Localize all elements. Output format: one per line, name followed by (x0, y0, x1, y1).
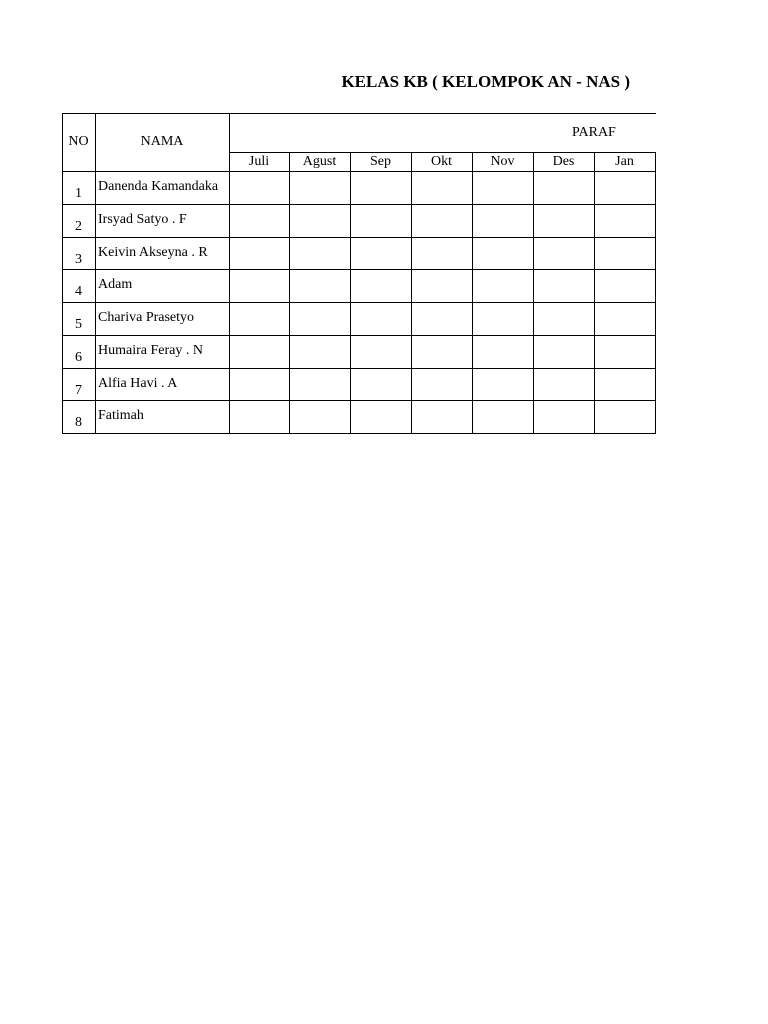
paraf-cell (595, 369, 655, 401)
paraf-cell (412, 270, 472, 302)
paraf-cell (595, 172, 655, 204)
paraf-cell (351, 270, 411, 302)
student-name: Alfia Havi . A (98, 376, 178, 391)
row-number: 3 (75, 252, 82, 267)
paraf-cell (473, 369, 533, 401)
paraf-cell (351, 303, 411, 335)
paraf-cell (412, 238, 472, 270)
row-number: 1 (75, 186, 82, 201)
table-top-border (62, 113, 656, 114)
row-number: 5 (75, 317, 82, 332)
student-name: Irsyad Satyo . F (98, 212, 187, 227)
month-header: Sep (370, 154, 391, 169)
paraf-cell (351, 336, 411, 368)
header-nama: NAMA (140, 134, 184, 149)
paraf-cell (534, 205, 594, 237)
month-header: Okt (431, 154, 452, 169)
paraf-cell (351, 238, 411, 270)
paraf-cell (595, 238, 655, 270)
paraf-cell (534, 369, 594, 401)
paraf-cell (473, 205, 533, 237)
paraf-cell (473, 172, 533, 204)
paraf-cell (230, 401, 289, 433)
paraf-cell (351, 369, 411, 401)
paraf-cell (595, 401, 655, 433)
row-number: 4 (75, 284, 82, 299)
paraf-cell (473, 238, 533, 270)
row-divider (62, 433, 656, 434)
paraf-cell (595, 205, 655, 237)
page-title: KELAS KB ( KELOMPOK AN - NAS ) (341, 72, 630, 91)
paraf-cell (412, 401, 472, 433)
paraf-cell (534, 303, 594, 335)
no-column-border (95, 113, 96, 434)
row-number: 8 (75, 415, 82, 430)
student-name: Chariva Prasetyo (98, 310, 195, 325)
paraf-cell (595, 270, 655, 302)
paraf-cell (534, 172, 594, 204)
header-no: NO (68, 134, 89, 149)
paraf-cell (230, 303, 289, 335)
paraf-cell (290, 401, 350, 433)
month-header: Des (552, 154, 575, 169)
table-right-border (655, 152, 656, 434)
paraf-cell (473, 270, 533, 302)
paraf-cell (412, 205, 472, 237)
student-name: Adam (98, 277, 133, 292)
month-header: Jan (615, 154, 634, 169)
paraf-cell (595, 336, 655, 368)
paraf-cell (290, 369, 350, 401)
paraf-cell (290, 270, 350, 302)
paraf-cell (412, 336, 472, 368)
paraf-cell (473, 303, 533, 335)
paraf-cell (473, 401, 533, 433)
paraf-cell (351, 205, 411, 237)
paraf-cell (534, 238, 594, 270)
row-number: 7 (75, 383, 82, 398)
paraf-cell (351, 401, 411, 433)
paraf-cell (412, 303, 472, 335)
paraf-cell (290, 303, 350, 335)
student-name: Keivin Akseyna . R (98, 245, 208, 260)
row-number: 2 (75, 219, 82, 234)
paraf-cell (230, 270, 289, 302)
paraf-cell (412, 369, 472, 401)
paraf-cell (534, 270, 594, 302)
paraf-cell (534, 401, 594, 433)
paraf-cell (230, 172, 289, 204)
paraf-cell (230, 238, 289, 270)
paraf-cell (473, 336, 533, 368)
student-name: Danenda Kamandaka (98, 179, 219, 194)
paraf-cell (230, 205, 289, 237)
month-row-top-border (229, 152, 656, 153)
paraf-cell (351, 172, 411, 204)
paraf-cell (290, 336, 350, 368)
paraf-cell (595, 303, 655, 335)
header-paraf: PARAF (572, 125, 616, 140)
paraf-cell (230, 336, 289, 368)
paraf-cell (230, 369, 289, 401)
month-header: Juli (248, 154, 270, 169)
month-header: Nov (490, 154, 515, 169)
paraf-cell (290, 205, 350, 237)
month-header: Agust (302, 154, 337, 169)
row-number: 6 (75, 350, 82, 365)
student-name: Humaira Feray . N (98, 343, 203, 358)
paraf-cell (534, 336, 594, 368)
paraf-cell (412, 172, 472, 204)
student-name: Fatimah (98, 408, 144, 423)
paraf-cell (290, 172, 350, 204)
paraf-cell (290, 238, 350, 270)
